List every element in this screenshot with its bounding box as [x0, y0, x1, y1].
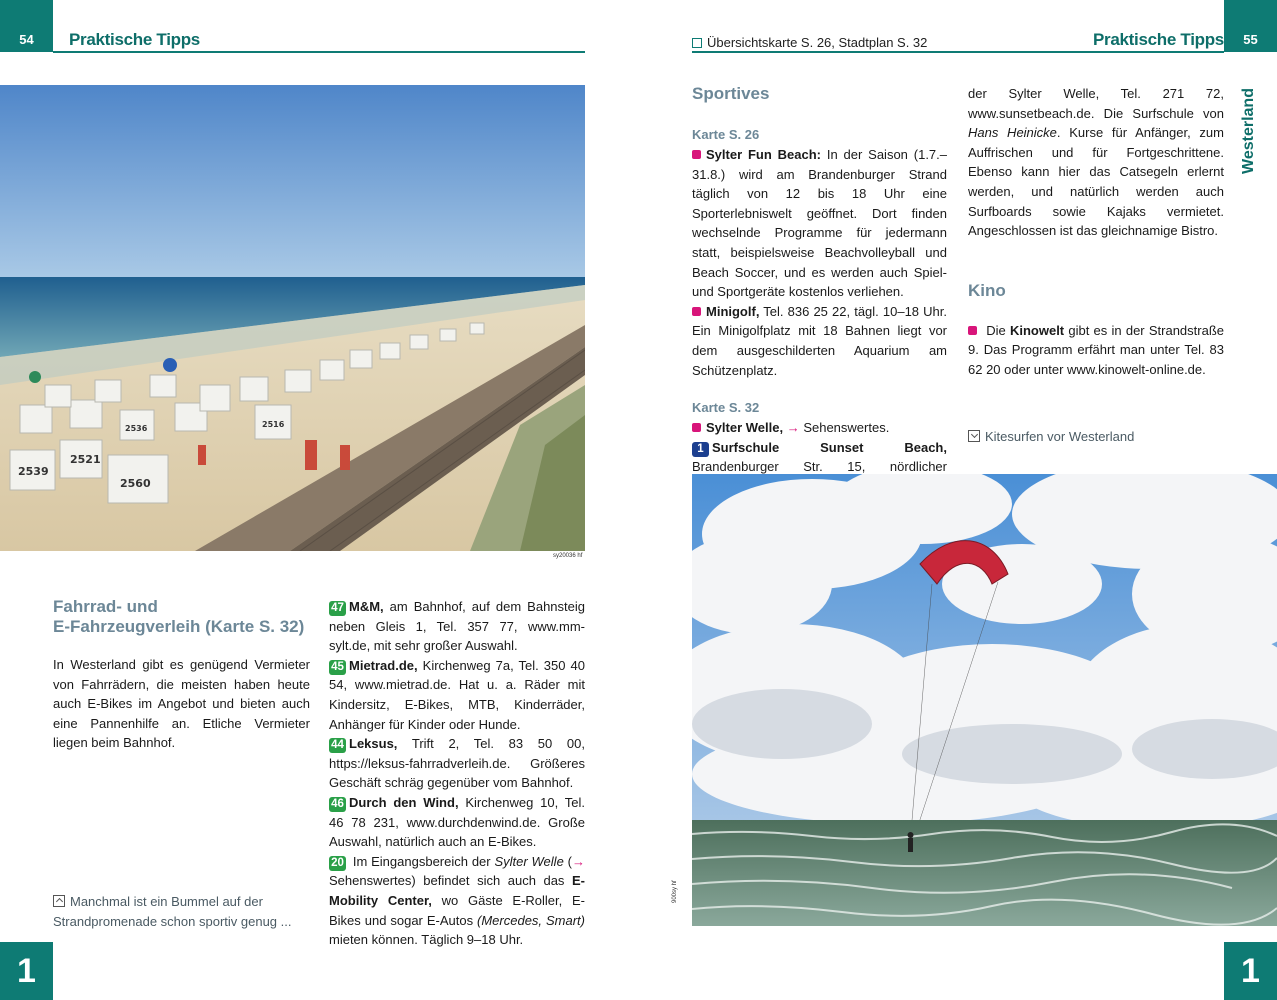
- rental-entry-emobility: 20 Im Eingangsbereich der Sylter Welle (→ Sehenswertes) befindet sich auch das E-Mobility Center, wo Gäste E-Roller, E-Bikes und sogar E-Autos (Mercedes, Smart) mieten können. Täglich 9–18 Uhr.: [329, 853, 585, 948]
- right-page-number: 55: [1224, 0, 1277, 52]
- svg-text:2560: 2560: [120, 477, 151, 490]
- right-photo-caption: Kitesurfen vor Westerland: [968, 427, 1224, 447]
- map-reference: Übersichtskarte S. 26, Stadtplan S. 32: [692, 35, 927, 50]
- svg-text:2536: 2536: [125, 424, 148, 433]
- right-header-title: Praktische Tipps: [1093, 30, 1224, 49]
- rental-entry: 45 Mietrad.de, Kirchenweg 7a, Tel. 350 40 54, www.mietrad.de. Hat u. a. Räder mit Kindersitz, E-Bikes, MTB, Kinderräder, Anhänger für Kinder oder Hunde.: [329, 657, 585, 732]
- surfschule-continued: der Sylter Welle, Tel. 271 72, www.sunsetbeach.de. Die Surfschule von Hans Heinicke. Kurse für Anfänger, zum Auffrischen und für Fortgeschrittene. Ebenso kann hier das Catsegeln erlernt werden, und natürlich werden auch Surfboards sowie Kajaks vermietet. Angeschlossen ist das gleichnamige Bistro.: [968, 86, 1224, 239]
- rental-entry: 44 Leksus, Trift 2, Tel. 83 50 00, https://leksus-fahrradverleih.de. Größeres Geschäft schräg gegenüber vom Bahnhof.: [329, 736, 585, 791]
- beach-promenade-photo: [0, 85, 585, 551]
- svg-text:2539: 2539: [18, 465, 49, 478]
- caption-up-icon: [53, 895, 65, 907]
- section-title-line2: E-Fahrzeugverleih (Karte S. 32): [53, 617, 305, 636]
- right-chapter-tab: 1: [1224, 942, 1277, 1000]
- rental-entry: 47 M&M, am Bahnhof, auf dem Bahnsteig neben Gleis 1, Tel. 357 77, www.mm-sylt.de, mit sehr großer Auswahl.: [329, 599, 585, 654]
- right-photo-credit: 900sy hf: [672, 880, 678, 903]
- fun-beach-entry: Sylter Fun Beach: In der Saison (1.7.–31.8.) wird am Brandenburger Strand täglich von 12 bis 18 Uhr eine Sporterlebniswelt geöffnet. Dort finden wechselnde Programme für jedermann statt, beispielsweise Beachvolleyball und Beach Soccer, und es werden auch Spiel- und Sportgeräte kostenlos verliehen.: [692, 147, 947, 300]
- sportives-title: Sportives: [692, 84, 770, 103]
- bullet-icon: [692, 307, 701, 316]
- left-page-number: 54: [0, 0, 53, 52]
- section-title-line1: Fahrrad- und: [53, 597, 158, 616]
- caption-down-icon: [968, 430, 980, 442]
- side-label: Westerland: [1240, 88, 1257, 174]
- bullet-icon: [692, 423, 701, 432]
- svg-text:2521: 2521: [70, 453, 101, 466]
- bullet-icon: [968, 326, 977, 335]
- left-header-title: Praktische Tipps: [69, 30, 200, 49]
- kitesurfing-photo: [692, 474, 1277, 926]
- surfschule-entry: 1 Surfschule Sunset Beach, Brandenburger Str. 15, nördlicher: [692, 439, 947, 475]
- svg-text:2516: 2516: [262, 420, 285, 429]
- cross-ref-arrow-icon: →: [786, 420, 800, 436]
- left-photo-caption: Manchmal ist ein Bummel auf der Strandpromenade schon sportiv genug ...: [53, 894, 292, 929]
- left-header-rule: [53, 51, 585, 53]
- map-ref-26: Karte S. 26: [692, 127, 760, 142]
- rental-entries: [329, 597, 585, 950]
- bullet-icon: [692, 150, 701, 159]
- left-chapter-tab: 1: [0, 942, 53, 1000]
- right-header-rule: [692, 51, 1224, 53]
- kino-title: Kino: [968, 280, 1006, 300]
- map-ref-32: Karte S. 32: [692, 400, 760, 416]
- section-intro: In Westerland gibt es genügend Vermieter von Fahrrädern, die meisten haben heute auch E-Bikes im Angebot und bieten auch eine Pannenhilfe an. Etliche Vermieter liegen beim Bahnhof.: [53, 657, 310, 751]
- minigolf-entry: Minigolf, Tel. 836 25 22, tägl. 10–18 Uhr. Ein Minigolfplatz mit 18 Bahnen liegt vor dem ausgeschilderten Aquarium am Schützenplatz.: [692, 303, 947, 378]
- sylter-welle-entry: Sylter Welle, → Sehenswertes.: [692, 418, 947, 438]
- cross-ref-arrow-icon: →: [572, 853, 585, 869]
- rental-entry: 46 Durch den Wind, Kirchenweg 10, Tel. 46 78 231, www.durchdenwind.de. Große Auswahl, natürlich auch an E-Bikes.: [329, 794, 585, 850]
- left-photo-credit: sy20036 hf: [553, 553, 583, 559]
- map-square-icon: [692, 38, 702, 48]
- kino-entry: Die Kinowelt gibt es in der Strandstraße 9. Das Programm erfährt man unter Tel. 83 62 20 oder unter www.kinowelt-online.de.: [968, 322, 1224, 377]
